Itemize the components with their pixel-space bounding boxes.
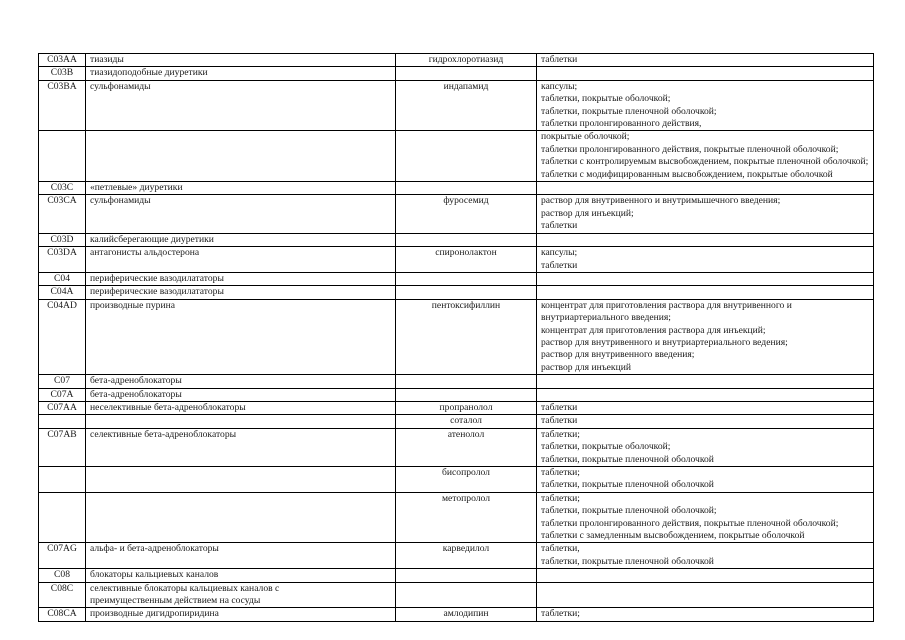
drug-name-cell bbox=[396, 182, 537, 195]
drug-name-cell bbox=[396, 233, 537, 246]
table-row bbox=[39, 608, 874, 621]
drug-name-cell: бисопролол bbox=[396, 467, 537, 493]
dosage-form-line: таблетки пролонгированного действия, покрытые пленочной оболочкой; bbox=[541, 517, 839, 529]
table-row bbox=[39, 569, 874, 582]
group-name-line: периферические вазодилататоры bbox=[90, 286, 224, 298]
drug-name-cell bbox=[396, 67, 537, 80]
group-name-cell bbox=[86, 608, 396, 621]
dosage-form-line: раствор для инъекций bbox=[541, 361, 631, 373]
group-name-line: преимущественным действием на сосуды bbox=[90, 595, 261, 607]
group-name-cell bbox=[86, 401, 396, 414]
table-row bbox=[39, 299, 874, 374]
table-row bbox=[39, 54, 874, 67]
dosage-form-line: таблетки, bbox=[541, 543, 580, 555]
drug-name-cell: пентоксифиллин bbox=[396, 299, 537, 374]
group-name-line: неселективные бета-адреноблокаторы bbox=[90, 401, 246, 413]
table-row bbox=[39, 182, 874, 195]
dosage-form-line: раствор для инъекций; bbox=[541, 207, 634, 219]
table-row bbox=[39, 415, 874, 428]
atc-code-cell: C07AA bbox=[39, 401, 86, 414]
drug-table bbox=[38, 53, 874, 622]
dosage-form-line: таблетки с замедленным высвобождением, покрытые оболочкой bbox=[541, 530, 805, 542]
dosage-form-cell bbox=[537, 467, 874, 493]
group-name-cell bbox=[86, 80, 396, 131]
atc-code-cell: C08C bbox=[39, 582, 86, 608]
drug-name-cell bbox=[396, 375, 537, 388]
drug-name-cell bbox=[396, 131, 537, 182]
drug-name-cell bbox=[396, 272, 537, 285]
group-name-line: тиазиды bbox=[90, 54, 124, 65]
group-name-line: периферические вазодилататоры bbox=[90, 272, 224, 284]
group-name-cell bbox=[86, 182, 396, 195]
group-name-cell bbox=[86, 195, 396, 233]
dosage-form-cell bbox=[537, 272, 874, 285]
atc-code-cell: C03BA bbox=[39, 80, 86, 131]
dosage-form-cell bbox=[537, 182, 874, 195]
dosage-form-line: таблетки bbox=[541, 220, 578, 232]
group-name-cell bbox=[86, 569, 396, 582]
dosage-form-line: таблетки с модифицированным высвобождением, покрытые оболочкой bbox=[541, 168, 833, 180]
atc-code-cell bbox=[39, 492, 86, 543]
drug-name-cell: фуросемид bbox=[396, 195, 537, 233]
atc-code-cell: C03CA bbox=[39, 195, 86, 233]
group-name-cell bbox=[86, 67, 396, 80]
group-name-cell bbox=[86, 582, 396, 608]
group-name-cell bbox=[86, 543, 396, 569]
drug-name-cell bbox=[396, 582, 537, 608]
group-name-line: «петлевые» диуретики bbox=[90, 182, 183, 194]
dosage-form-cell bbox=[537, 415, 874, 428]
dosage-form-line: таблетки bbox=[541, 259, 578, 271]
dosage-form-line: внутриартериального введения; bbox=[541, 312, 671, 324]
dosage-form-line: таблетки; bbox=[541, 608, 580, 620]
dosage-form-line: раствор для внутривенного введения; bbox=[541, 349, 695, 361]
drug-name-cell: соталол bbox=[396, 415, 537, 428]
drug-name-cell: гидрохлоротиазид bbox=[396, 54, 537, 67]
group-name-cell bbox=[86, 375, 396, 388]
table-row bbox=[39, 543, 874, 569]
group-name-line: блокаторы кальциевых каналов bbox=[90, 569, 219, 581]
group-name-cell bbox=[86, 467, 396, 493]
table-row bbox=[39, 428, 874, 466]
dosage-form-cell bbox=[537, 299, 874, 374]
drug-name-cell: спиронолактон bbox=[396, 247, 537, 273]
drug-name-cell bbox=[396, 569, 537, 582]
group-name-line: калийсберегающие диуретики bbox=[90, 233, 214, 245]
dosage-form-line: таблетки bbox=[541, 415, 578, 427]
table-row bbox=[39, 233, 874, 246]
dosage-form-line: таблетки bbox=[541, 401, 578, 413]
table-row bbox=[39, 582, 874, 608]
dosage-form-line: таблетки; bbox=[541, 492, 580, 504]
dosage-form-line: таблетки bbox=[541, 54, 578, 65]
group-name-line: сульфонамиды bbox=[90, 80, 151, 92]
dosage-form-line: таблетки, покрытые пленочной оболочкой bbox=[541, 479, 714, 491]
atc-code-cell: C07AB bbox=[39, 428, 86, 466]
dosage-form-line: таблетки, покрытые пленочной оболочкой; bbox=[541, 505, 717, 517]
drug-name-cell: атенолол bbox=[396, 428, 537, 466]
dosage-form-line: таблетки, покрытые пленочной оболочкой bbox=[541, 555, 714, 567]
group-name-cell bbox=[86, 299, 396, 374]
dosage-form-line: таблетки; bbox=[541, 428, 580, 440]
dosage-form-cell bbox=[537, 80, 874, 131]
table-row bbox=[39, 67, 874, 80]
table-row bbox=[39, 286, 874, 299]
group-name-cell bbox=[86, 492, 396, 543]
dosage-form-line: раствор для внутривенного и внутримышечного введения; bbox=[541, 195, 781, 207]
atc-code-cell: C08CA bbox=[39, 608, 86, 621]
drug-name-cell: карведилол bbox=[396, 543, 537, 569]
table-row bbox=[39, 401, 874, 414]
dosage-form-line: таблетки; bbox=[541, 467, 580, 478]
dosage-form-line: капсулы; bbox=[541, 80, 578, 92]
group-name-cell bbox=[86, 233, 396, 246]
drug-name-cell bbox=[396, 388, 537, 401]
dosage-form-line: таблетки пролонгированного действия, bbox=[541, 118, 702, 130]
document-page bbox=[38, 53, 873, 622]
atc-code-cell: C03D bbox=[39, 233, 86, 246]
dosage-form-cell bbox=[537, 54, 874, 67]
drug-name-cell bbox=[396, 286, 537, 299]
group-name-line: бета-адреноблокаторы bbox=[90, 388, 182, 400]
group-name-cell bbox=[86, 388, 396, 401]
group-name-cell bbox=[86, 286, 396, 299]
atc-code-cell: C03DA bbox=[39, 247, 86, 273]
drug-name-cell: амлодипин bbox=[396, 608, 537, 621]
dosage-form-line: таблетки, покрытые пленочной оболочкой bbox=[541, 453, 714, 465]
dosage-form-cell bbox=[537, 569, 874, 582]
dosage-form-cell bbox=[537, 247, 874, 273]
dosage-form-cell bbox=[537, 492, 874, 543]
atc-code-cell: C07AG bbox=[39, 543, 86, 569]
group-name-line: бета-адреноблокаторы bbox=[90, 375, 182, 387]
table-row bbox=[39, 195, 874, 233]
atc-code-cell: C04A bbox=[39, 286, 86, 299]
table-row bbox=[39, 80, 874, 131]
dosage-form-line: концентрат для приготовления раствора для инъекций; bbox=[541, 324, 766, 336]
atc-code-cell: C03C bbox=[39, 182, 86, 195]
atc-code-cell bbox=[39, 131, 86, 182]
table-row bbox=[39, 247, 874, 273]
dosage-form-cell bbox=[537, 195, 874, 233]
atc-code-cell: C03B bbox=[39, 67, 86, 80]
drug-table-body bbox=[39, 54, 874, 622]
group-name-line: сульфонамиды bbox=[90, 195, 151, 207]
group-name-line: селективные блокаторы кальциевых каналов с bbox=[90, 582, 280, 594]
drug-name-cell: пропранолол bbox=[396, 401, 537, 414]
dosage-form-cell bbox=[537, 131, 874, 182]
group-name-line: производные дигидропиридина bbox=[90, 608, 219, 620]
dosage-form-cell bbox=[537, 233, 874, 246]
dosage-form-line: концентрат для приготовления раствора для внутривенного и bbox=[541, 299, 792, 311]
dosage-form-cell bbox=[537, 375, 874, 388]
drug-name-cell: индапамид bbox=[396, 80, 537, 131]
dosage-form-line: таблетки пролонгированного действия, покрытые пленочной оболочкой; bbox=[541, 143, 839, 155]
dosage-form-cell bbox=[537, 67, 874, 80]
drug-name-cell: метопролол bbox=[396, 492, 537, 543]
group-name-cell bbox=[86, 131, 396, 182]
atc-code-cell bbox=[39, 467, 86, 493]
table-row bbox=[39, 375, 874, 388]
atc-code-cell: C04 bbox=[39, 272, 86, 285]
atc-code-cell: C07 bbox=[39, 375, 86, 388]
atc-code-cell bbox=[39, 415, 86, 428]
table-row bbox=[39, 388, 874, 401]
table-row bbox=[39, 272, 874, 285]
group-name-cell bbox=[86, 428, 396, 466]
atc-code-cell: C04AD bbox=[39, 299, 86, 374]
atc-code-cell: C03AA bbox=[39, 54, 86, 67]
dosage-form-cell bbox=[537, 582, 874, 608]
group-name-cell bbox=[86, 247, 396, 273]
dosage-form-cell bbox=[537, 401, 874, 414]
dosage-form-line: таблетки, покрытые оболочкой; bbox=[541, 441, 671, 453]
group-name-cell bbox=[86, 54, 396, 67]
dosage-form-cell bbox=[537, 428, 874, 466]
dosage-form-line: покрытые оболочкой; bbox=[541, 131, 630, 143]
atc-code-cell: C08 bbox=[39, 569, 86, 582]
dosage-form-cell bbox=[537, 543, 874, 569]
dosage-form-cell bbox=[537, 388, 874, 401]
dosage-form-line: таблетки, покрытые оболочкой; bbox=[541, 93, 671, 105]
table-row bbox=[39, 131, 874, 182]
atc-code-cell: C07A bbox=[39, 388, 86, 401]
table-row bbox=[39, 492, 874, 543]
dosage-form-cell bbox=[537, 286, 874, 299]
group-name-cell bbox=[86, 272, 396, 285]
group-name-line: тиазидоподобные диуретики bbox=[90, 67, 208, 79]
dosage-form-cell bbox=[537, 608, 874, 621]
dosage-form-line: капсулы; bbox=[541, 247, 578, 259]
group-name-cell bbox=[86, 415, 396, 428]
dosage-form-line: таблетки с контролируемым высвобождением, покрытые пленочной оболочкой; bbox=[541, 156, 869, 168]
group-name-line: антагонисты альдостерона bbox=[90, 247, 200, 259]
group-name-line: селективные бета-адреноблокаторы bbox=[90, 428, 237, 440]
table-row bbox=[39, 467, 874, 493]
dosage-form-line: таблетки, покрытые пленочной оболочкой; bbox=[541, 105, 717, 117]
group-name-line: производные пурина bbox=[90, 299, 176, 311]
dosage-form-line: раствор для внутривенного и внутриартериального ведения; bbox=[541, 336, 788, 348]
group-name-line: альфа- и бета-адреноблокаторы bbox=[90, 543, 219, 555]
